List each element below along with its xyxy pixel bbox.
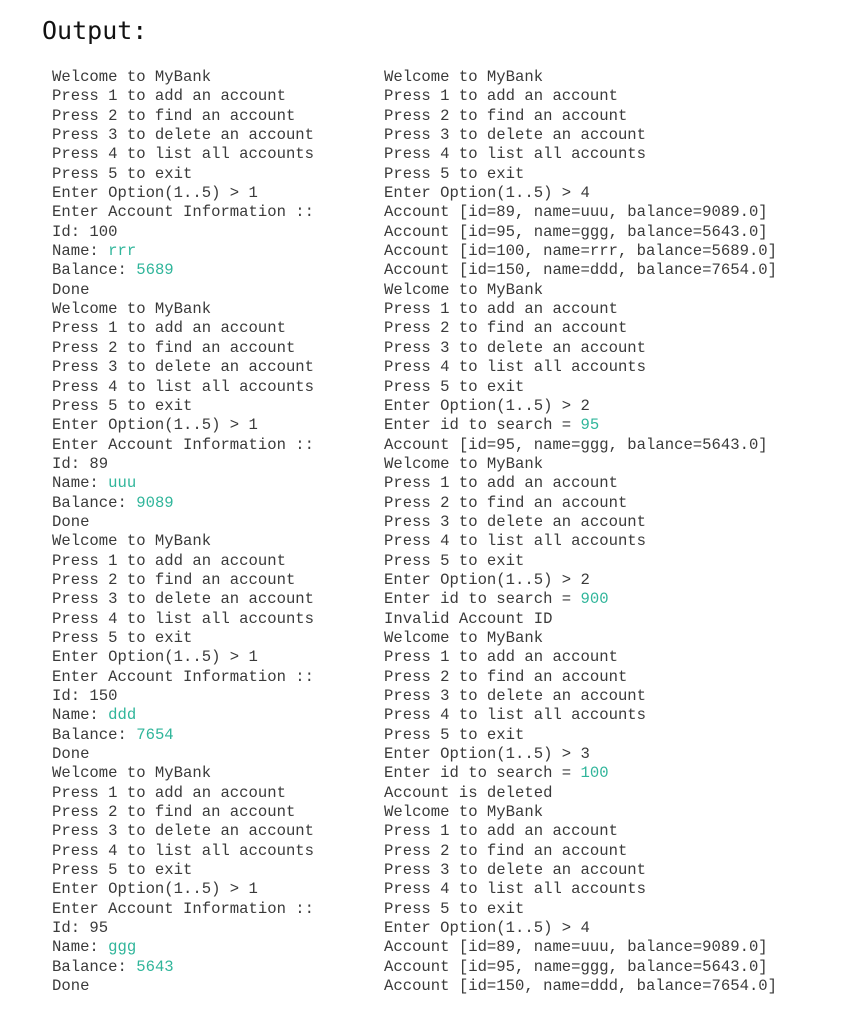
console-line	[52, 242, 314, 261]
console-line-text: Enter Option(1..5) > 1	[52, 184, 258, 203]
console-line-text: Done	[52, 512, 90, 531]
user-input-value: 5643	[136, 957, 174, 976]
console-line-text: Enter Option(1..5) > 4	[384, 184, 590, 203]
console-line	[384, 68, 777, 87]
console-line	[384, 378, 777, 397]
console-line-text: Done	[52, 745, 90, 764]
console-line	[384, 281, 777, 300]
console-line-text: Press 2 to find an account	[52, 338, 296, 357]
console-line-text: Press 4 to list all accounts	[52, 377, 315, 396]
user-input-value: 900	[580, 590, 609, 609]
console-line	[52, 68, 314, 87]
console-line	[384, 261, 777, 280]
console-line	[52, 745, 314, 764]
console-line-text: Press 3 to delete an account	[52, 590, 315, 609]
console-line-text: Enter Account Information ::	[52, 899, 315, 918]
console-line-text: Account [id=100, name=rrr, balance=5689.0]	[384, 242, 778, 261]
console-line	[384, 687, 777, 706]
console-line	[52, 145, 314, 164]
console-line	[52, 629, 314, 648]
console-line	[52, 571, 314, 590]
console-line	[384, 145, 777, 164]
user-input-value: 100	[580, 764, 609, 783]
console-line	[52, 165, 314, 184]
console-line	[384, 203, 777, 222]
console-line-text: Welcome to MyBank	[384, 628, 544, 647]
console-line	[384, 300, 777, 319]
console-line	[52, 726, 314, 745]
console-line	[384, 87, 777, 106]
console-line	[384, 532, 777, 551]
console-line-text: Press 5 to exit	[52, 396, 193, 415]
console-line-text: Welcome to MyBank	[52, 764, 212, 783]
console-line-text: Enter Account Information ::	[52, 667, 315, 686]
console-line	[52, 281, 314, 300]
console-line-text: Press 5 to exit	[384, 377, 525, 396]
console-line-text: Name:	[52, 706, 109, 725]
console-line-text: Account [id=95, name=ggg, balance=5643.0]	[384, 957, 768, 976]
console-line-text: Enter Option(1..5) > 1	[52, 648, 258, 667]
console-line	[384, 706, 777, 725]
console-line	[52, 203, 314, 222]
console-line	[52, 706, 314, 725]
console-line-text: Press 2 to find an account	[384, 841, 628, 860]
console-line	[384, 668, 777, 687]
console-line-text: Account [id=150, name=ddd, balance=7654.0]	[384, 261, 778, 280]
console-line	[384, 455, 777, 474]
console-line	[52, 861, 314, 880]
console-line-text: Press 2 to find an account	[52, 803, 296, 822]
console-line	[52, 261, 314, 280]
console-line	[52, 900, 314, 919]
user-input-value: rrr	[108, 242, 137, 261]
console-line	[52, 764, 314, 783]
console-line-text: Enter Option(1..5) > 1	[52, 416, 258, 435]
console-line-text: Name:	[52, 938, 109, 957]
console-line-text: Balance:	[52, 725, 137, 744]
console-line	[384, 629, 777, 648]
console-line	[52, 958, 314, 977]
console-line	[52, 552, 314, 571]
console-line-text: Balance:	[52, 261, 137, 280]
console-line	[384, 184, 777, 203]
console-line	[52, 668, 314, 687]
console-line	[52, 977, 314, 996]
console-line-text: Press 1 to add an account	[52, 319, 286, 338]
console-line-text: Account is deleted	[384, 783, 553, 802]
console-line	[52, 87, 314, 106]
console-line	[384, 900, 777, 919]
console-line	[384, 648, 777, 667]
user-input-value: 95	[580, 416, 600, 435]
console-line-text: Press 2 to find an account	[384, 493, 628, 512]
console-line-text: Account [id=89, name=uuu, balance=9089.0]	[384, 938, 768, 957]
console-line-text: Done	[52, 977, 90, 996]
console-line-text: Press 4 to list all accounts	[52, 145, 315, 164]
console-line-text: Press 2 to find an account	[384, 667, 628, 686]
console-line	[384, 861, 777, 880]
console-line-text: Account [id=89, name=uuu, balance=9089.0]	[384, 203, 768, 222]
console-line	[52, 648, 314, 667]
console-line-text: Invalid Account ID	[384, 609, 553, 628]
console-line	[52, 436, 314, 455]
console-line-text: Account [id=95, name=ggg, balance=5643.0]	[384, 222, 768, 241]
console-line	[384, 880, 777, 899]
output-heading: Output:	[42, 16, 148, 45]
console-line-text: Enter Option(1..5) > 3	[384, 745, 590, 764]
console-line	[52, 455, 314, 474]
console-line	[52, 416, 314, 435]
console-line	[52, 223, 314, 242]
console-line-text: Id: 89	[52, 454, 109, 473]
console-line-text: Press 4 to list all accounts	[384, 706, 647, 725]
console-line	[384, 764, 777, 783]
console-line	[384, 339, 777, 358]
console-line	[384, 474, 777, 493]
console-line-text: Enter Account Information ::	[52, 203, 315, 222]
console-line	[52, 107, 314, 126]
console-line-text: Done	[52, 280, 90, 299]
console-line	[384, 242, 777, 261]
console-line-text: Press 3 to delete an account	[52, 358, 315, 377]
console-line-text: Enter id to search =	[384, 590, 581, 609]
console-line-text: Welcome to MyBank	[384, 280, 544, 299]
console-line	[384, 126, 777, 145]
console-line-text: Enter id to search =	[384, 416, 581, 435]
console-line-text: Enter Account Information ::	[52, 435, 315, 454]
console-line	[52, 590, 314, 609]
console-line	[52, 339, 314, 358]
console-output-right	[384, 68, 777, 997]
console-line	[52, 358, 314, 377]
console-line-text: Press 3 to delete an account	[52, 822, 315, 841]
console-line	[52, 610, 314, 629]
console-line-text: Balance:	[52, 957, 137, 976]
console-line	[384, 165, 777, 184]
console-line-text: Welcome to MyBank	[384, 68, 544, 86]
user-input-value: ddd	[108, 706, 137, 725]
console-line	[384, 842, 777, 861]
console-line-text: Enter Option(1..5) > 1	[52, 880, 258, 899]
console-line	[384, 803, 777, 822]
console-line-text: Press 1 to add an account	[52, 87, 286, 106]
console-line-text: Account [id=150, name=ddd, balance=7654.0]	[384, 977, 778, 996]
console-line-text: Press 5 to exit	[52, 164, 193, 183]
console-line-text: Press 1 to add an account	[384, 474, 618, 493]
console-line-text: Enter id to search =	[384, 764, 581, 783]
console-line-text: Id: 100	[52, 222, 118, 241]
console-line-text: Press 1 to add an account	[384, 300, 618, 319]
console-line	[52, 494, 314, 513]
user-input-value: ggg	[108, 938, 137, 957]
console-line-text: Press 1 to add an account	[384, 87, 618, 106]
console-line	[384, 107, 777, 126]
console-line-text: Press 4 to list all accounts	[384, 145, 647, 164]
console-line-text: Press 1 to add an account	[384, 822, 618, 841]
console-line-text: Press 1 to add an account	[384, 648, 618, 667]
console-line	[52, 300, 314, 319]
console-line	[52, 474, 314, 493]
console-line	[384, 358, 777, 377]
console-line	[384, 919, 777, 938]
console-line	[384, 223, 777, 242]
console-line	[52, 822, 314, 841]
console-line	[384, 784, 777, 803]
console-line-text: Enter Option(1..5) > 2	[384, 570, 590, 589]
console-line-text: Welcome to MyBank	[52, 68, 212, 86]
user-input-value: 9089	[136, 493, 174, 512]
console-line	[52, 126, 314, 145]
console-line-text: Press 2 to find an account	[52, 106, 296, 125]
console-line	[384, 977, 777, 996]
console-line-text: Press 4 to list all accounts	[52, 841, 315, 860]
console-line-text: Press 4 to list all accounts	[52, 609, 315, 628]
console-line-text: Name:	[52, 242, 109, 261]
console-line-text: Account [id=95, name=ggg, balance=5643.0]	[384, 435, 768, 454]
console-line	[52, 938, 314, 957]
console-line	[52, 919, 314, 938]
console-line	[52, 687, 314, 706]
console-line-text: Name:	[52, 474, 109, 493]
console-line	[52, 397, 314, 416]
console-line-text: Press 3 to delete an account	[384, 338, 647, 357]
console-output-left	[52, 68, 314, 997]
console-line-text: Welcome to MyBank	[384, 454, 544, 473]
console-line	[384, 610, 777, 629]
console-line-text: Enter Option(1..5) > 2	[384, 396, 590, 415]
console-line-text: Press 2 to find an account	[384, 319, 628, 338]
console-line-text: Press 4 to list all accounts	[384, 358, 647, 377]
console-line	[384, 319, 777, 338]
console-line	[384, 822, 777, 841]
console-line-text: Press 3 to delete an account	[384, 861, 647, 880]
console-line-text: Welcome to MyBank	[52, 300, 212, 319]
console-line	[384, 552, 777, 571]
console-line	[384, 571, 777, 590]
console-line	[384, 494, 777, 513]
console-line-text: Id: 95	[52, 919, 109, 938]
console-line	[384, 726, 777, 745]
user-input-value: 5689	[136, 261, 174, 280]
console-line-text: Press 2 to find an account	[384, 106, 628, 125]
console-line	[384, 745, 777, 764]
console-line	[52, 842, 314, 861]
console-line-text: Press 3 to delete an account	[52, 126, 315, 145]
console-line-text: Balance:	[52, 493, 137, 512]
console-line-text: Press 4 to list all accounts	[384, 532, 647, 551]
console-line-text: Press 5 to exit	[52, 861, 193, 880]
console-line-text: Press 3 to delete an account	[384, 512, 647, 531]
console-line-text: Id: 150	[52, 687, 118, 705]
console-line	[52, 784, 314, 803]
console-line	[52, 513, 314, 532]
console-line	[52, 319, 314, 338]
console-line-text: Enter Option(1..5) > 4	[384, 919, 590, 938]
user-input-value: 7654	[136, 725, 174, 744]
console-line	[52, 803, 314, 822]
console-line	[384, 397, 777, 416]
console-line	[52, 184, 314, 203]
console-line	[52, 378, 314, 397]
console-line-text: Press 5 to exit	[384, 899, 525, 918]
console-line-text: Press 1 to add an account	[52, 783, 286, 802]
console-line	[384, 938, 777, 957]
console-line-text: Welcome to MyBank	[384, 803, 544, 822]
console-line	[384, 513, 777, 532]
console-line-text: Press 5 to exit	[384, 725, 525, 744]
console-line-text: Press 5 to exit	[384, 551, 525, 570]
console-line-text: Welcome to MyBank	[52, 532, 212, 551]
console-line	[384, 958, 777, 977]
console-line-text: Press 4 to list all accounts	[384, 880, 647, 899]
console-line	[384, 416, 777, 435]
console-line	[52, 880, 314, 899]
console-line-text: Press 5 to exit	[52, 628, 193, 647]
user-input-value: uuu	[108, 474, 137, 493]
console-line	[384, 590, 777, 609]
console-line-text: Press 3 to delete an account	[384, 126, 647, 145]
console-line	[52, 532, 314, 551]
console-line-text: Press 1 to add an account	[52, 551, 286, 570]
console-line-text: Press 2 to find an account	[52, 570, 296, 589]
console-line	[384, 436, 777, 455]
console-line-text: Press 5 to exit	[384, 164, 525, 183]
console-line-text: Press 3 to delete an account	[384, 687, 647, 705]
